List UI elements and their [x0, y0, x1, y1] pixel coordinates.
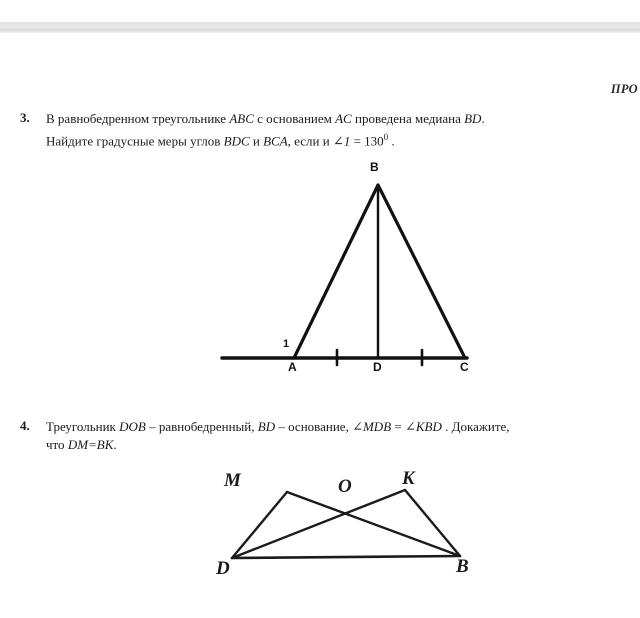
p3l1-seg1: В равнобедренном треугольнике	[46, 111, 230, 126]
degree-symbol: 0	[383, 132, 389, 142]
p3l2-angle-name: 1	[343, 133, 351, 149]
running-head-text: ПРО	[610, 82, 638, 96]
p3l2-seg4: .	[388, 133, 395, 149]
problem-3-number: 3.	[20, 110, 30, 125]
p4l2-seg1: что	[46, 437, 68, 452]
angle-1-label: 1	[283, 338, 290, 350]
p3l1-seg4: .	[481, 111, 485, 126]
vertex-label-m: M	[224, 470, 241, 491]
vertex-label-c: C	[460, 360, 469, 374]
side-bc	[378, 185, 465, 358]
p4l1-var-dob: DOB	[119, 419, 146, 434]
p4l1-equals: =	[391, 419, 405, 434]
vertex-label-b: B	[456, 556, 469, 577]
problem-4-line-1	[46, 418, 640, 436]
vertex-label-k: K	[402, 468, 415, 489]
p4l1-angle-kbd: ∠KBD	[404, 419, 442, 434]
p3l2-var-bca: BCA	[263, 133, 288, 149]
vertex-label-a: A	[288, 360, 297, 374]
vertex-label-d: D	[373, 360, 382, 374]
p3l2-angle-value: 130	[364, 133, 384, 149]
p3l2-seg1: Найдите градусные меры углов	[46, 133, 224, 149]
p3l1-var-abc: ABC	[229, 111, 254, 126]
figure-triangles-dob	[180, 448, 500, 583]
p3l1-var-bd: BD	[464, 111, 482, 126]
p4l1-seg2: – равнобедренный,	[145, 419, 258, 434]
problem-3-line-2	[46, 128, 640, 150]
problem-3-text	[46, 110, 640, 150]
p4l1-seg3: – основание,	[275, 419, 353, 434]
vertex-label-d: D	[216, 558, 230, 579]
p4l1-angle-mdb: ∠MDB	[352, 419, 392, 434]
figure-1-drawing	[195, 160, 495, 375]
p4l2-var-dm-bk: DM=BK	[67, 437, 114, 452]
scan-edge-band	[0, 22, 640, 33]
p3l1-var-ac: AC	[335, 111, 352, 126]
p4l1-seg1: Треугольник	[46, 419, 120, 434]
p3l2-seg2: и	[249, 133, 264, 149]
angle-symbol-icon: ∠	[332, 133, 344, 149]
p4l2-seg2: .	[113, 437, 117, 452]
figure-triangle-abc	[195, 160, 495, 380]
p4l1-seg4: . Докажите,	[441, 419, 510, 434]
p3l2-seg3: , если и	[287, 133, 333, 149]
segment-kd	[232, 490, 405, 558]
p3l1-seg2: с основанием	[253, 111, 336, 126]
problem-3-line-1	[46, 110, 640, 128]
side-ab	[294, 185, 378, 358]
p3l1-seg3: проведена медиана	[351, 111, 465, 126]
p3l2-var-bdc: BDC	[223, 133, 250, 149]
problem-4-number: 4.	[20, 418, 30, 433]
base-db	[232, 556, 460, 558]
vertex-label-o: O	[338, 476, 352, 497]
p3l2-equals: =	[350, 133, 365, 149]
vertex-label-b: B	[370, 160, 379, 174]
p4l1-var-bd: BD	[257, 419, 276, 434]
